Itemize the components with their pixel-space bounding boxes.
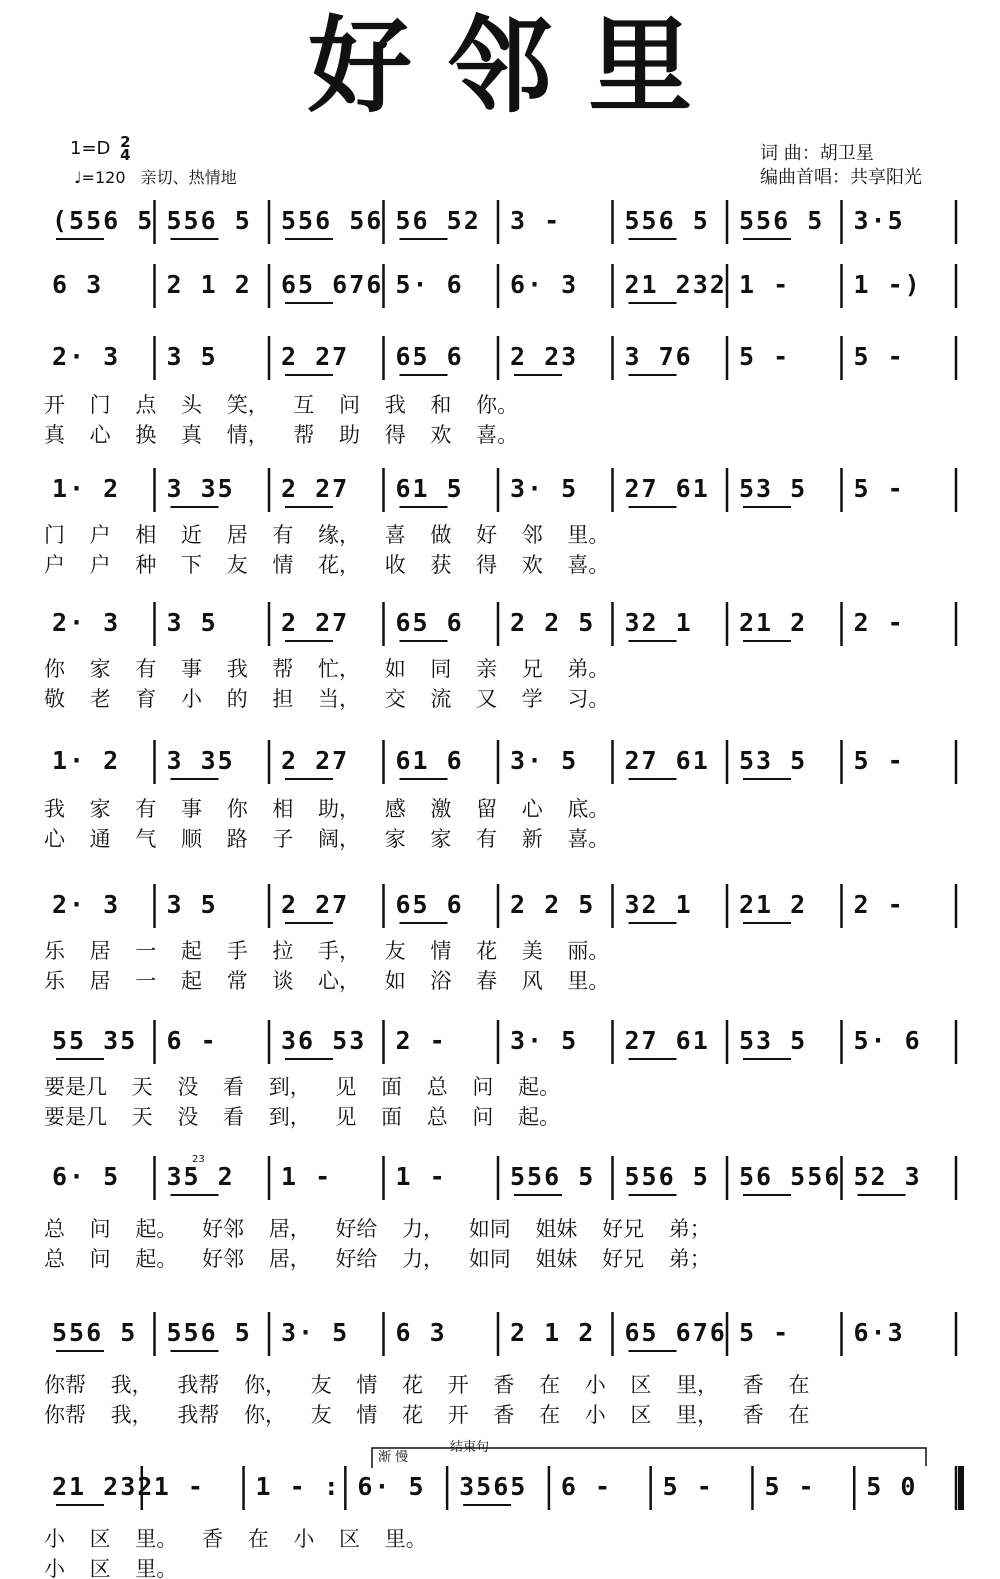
measure-notes: 53 5 [739, 474, 808, 503]
measure-notes: 3· 5 [510, 746, 579, 775]
measure-notes: 65 676 [624, 1318, 727, 1347]
tempo-mark: ♩=120 [74, 168, 126, 187]
measure-notes: 2 2 5 [510, 608, 596, 637]
rit-annotation: 渐 慢 [378, 1450, 409, 1465]
measure-notes: 3 5 [166, 342, 218, 371]
measure-notes: 3 5 [166, 890, 218, 919]
measure-notes: 32 1 [624, 608, 693, 637]
measure-notes: 3· 5 [510, 474, 579, 503]
lyric-line: 要是几 天 没 看 到， 见 面 总 问 起。 [44, 1105, 561, 1129]
lyric-line: 我 家 有 事 你 相 助， 感 激 留 心 底。 [44, 797, 610, 821]
measure-notes: 1· 2 [52, 474, 121, 503]
lyric-line: 你帮 我， 我帮 你， 友 情 花 开 香 在 小 区 里， 香 在 [44, 1373, 810, 1397]
credit-arranger-singer: 编曲首唱：共享阳光 [760, 167, 922, 188]
measure-notes: 1 -) [853, 270, 922, 299]
measure-notes: 2 1 2 [166, 270, 252, 299]
measure-notes: 2 27 [281, 890, 350, 919]
measure-notes: 65 6 [395, 342, 464, 371]
measure-notes: 556 5 [624, 206, 710, 235]
measure-notes: 2 27 [281, 474, 350, 503]
measure-notes: 36 53 [281, 1026, 367, 1055]
lyric-line: 乐 居 一 起 常 谈 心， 如 浴 春 风 里。 [44, 969, 610, 993]
measure-notes: 5 - [853, 474, 905, 503]
lyric-line: 乐 居 一 起 手 拉 手， 友 情 花 美 丽。 [44, 939, 610, 963]
measure-notes: 5 - [739, 342, 791, 371]
credit-lyrics-composer: 词 曲：胡卫星 [760, 143, 874, 164]
measure-notes: 556 56 [281, 206, 384, 235]
measure-notes: 65 6 [395, 608, 464, 637]
measure-notes: 21 2 [739, 890, 808, 919]
measure-notes: 5· 6 [395, 270, 464, 299]
measure-notes: 556 5 [166, 1318, 252, 1347]
measure-notes: 2 2 5 [510, 890, 596, 919]
measure-notes: 2 27 [281, 608, 350, 637]
measure-notes: 21 232 [52, 1472, 155, 1501]
measure-notes: 556 5 [739, 206, 825, 235]
measure-notes: 3 35 [166, 746, 235, 775]
measure-notes: 6 - [166, 1026, 218, 1055]
time-signature-bottom: 4 [120, 146, 131, 164]
measure-notes: 61 6 [395, 746, 464, 775]
ending-annotation: 结束句 [450, 1440, 490, 1455]
measure-notes: 6· 3 [510, 270, 579, 299]
measure-notes: 2 27 [281, 342, 350, 371]
measure-notes: 556 5 [624, 1162, 710, 1191]
measure-notes: 65 676 [281, 270, 384, 299]
measure-notes: 6 3 [52, 270, 104, 299]
measure-notes: 1 - : [255, 1472, 341, 1501]
measure-notes: (556 5 [52, 206, 155, 235]
measure-notes: 65 6 [395, 890, 464, 919]
measure-notes: 556 5 [52, 1318, 138, 1347]
measure-notes: 5 - [853, 746, 905, 775]
song-title: 好 邻 里 [307, 5, 693, 127]
measure-notes: 3 5 [166, 608, 218, 637]
key-signature: 1=D [70, 138, 111, 159]
measure-notes: 56 556 [739, 1162, 842, 1191]
measure-notes: 1 - [395, 1162, 447, 1191]
lyric-line: 敬 老 育 小 的 担 当， 交 流 又 学 习。 [44, 687, 610, 711]
measure-notes: 3 - [510, 206, 562, 235]
measure-notes: 6 3 [395, 1318, 447, 1347]
measure-notes: 5· 6 [853, 1026, 922, 1055]
measure-notes: 2 - [853, 890, 905, 919]
measure-notes: 53 5 [739, 746, 808, 775]
measure-notes: 27 61 [624, 474, 710, 503]
measure-notes: 35 2 [166, 1162, 235, 1191]
lyric-line: 真 心 换 真 情， 帮 助 得 欢 喜。 [44, 423, 519, 447]
measure-notes: 1 - [281, 1162, 333, 1191]
expression-mark: 亲切、热情地 [140, 168, 237, 187]
measure-notes: 5 - [662, 1472, 714, 1501]
measure-notes: 5 0 [866, 1472, 918, 1501]
lyric-line: 总 问 起。 好邻 居， 好给 力， 如同 姐妹 好兄 弟； [44, 1217, 711, 1241]
measure-notes: 5 - [764, 1472, 816, 1501]
final-barline [958, 1466, 964, 1510]
ending-bracket [372, 1448, 926, 1468]
measure-notes: 53 5 [739, 1026, 808, 1055]
measure-notes: 2· 3 [52, 342, 121, 371]
measure-notes: 2 23 [510, 342, 579, 371]
measure-notes: 5 - [853, 342, 905, 371]
measure-notes: 3 76 [624, 342, 693, 371]
lyric-line: 门 户 相 近 居 有 缘， 喜 做 好 邻 里。 [44, 523, 610, 547]
measure-notes: 61 5 [395, 474, 464, 503]
measure-notes: 2· 3 [52, 890, 121, 919]
measure-notes: 3565 [459, 1472, 528, 1501]
measure-notes: 32 1 [624, 890, 693, 919]
measure-notes: 2 - [853, 608, 905, 637]
measure-notes: 2· 3 [52, 608, 121, 637]
measure-notes: 21 2 [739, 608, 808, 637]
measure-notes: 6· 5 [357, 1472, 426, 1501]
lyric-line: 你帮 我， 我帮 你， 友 情 花 开 香 在 小 区 里， 香 在 [44, 1403, 810, 1427]
measure-notes: 27 61 [624, 746, 710, 775]
lyric-line: 要是几 天 没 看 到， 见 面 总 问 起。 [44, 1075, 561, 1099]
measure-notes: 5 - [739, 1318, 791, 1347]
measure-notes: 2 - [395, 1026, 447, 1055]
measure-notes: 6· 5 [52, 1162, 121, 1191]
lyric-line: 开 门 点 头 笑， 互 问 我 和 你。 [44, 393, 519, 417]
measure-notes: 6 - [560, 1472, 613, 1501]
lyric-line: 心 通 气 顺 路 子 阔， 家 家 有 新 喜。 [44, 827, 610, 851]
measure-notes: 6·3 [853, 1318, 905, 1347]
lyric-line: 总 问 起。 好邻 居， 好给 力， 如同 姐妹 好兄 弟； [44, 1247, 711, 1271]
measure-notes: 1 - [153, 1472, 205, 1501]
lyric-line: 你 家 有 事 我 帮 忙， 如 同 亲 兄 弟。 [44, 657, 610, 681]
measure-notes: 3·5 [853, 206, 905, 235]
measure-notes: 2 1 2 [510, 1318, 596, 1347]
measure-notes: 27 61 [624, 1026, 710, 1055]
measure-notes: 3 35 [166, 474, 235, 503]
measure-notes: 556 5 [166, 206, 252, 235]
measure-notes: 1· 2 [52, 746, 121, 775]
lyric-line: 小 区 里。 香 在 小 区 里。 [44, 1527, 427, 1551]
lyric-line: 户 户 种 下 友 情 花， 收 获 得 欢 喜。 [44, 553, 610, 577]
measure-notes: 21 232 [624, 270, 727, 299]
measure-notes: 3· 5 [510, 1026, 579, 1055]
measure-notes: 55 35 [52, 1026, 138, 1055]
measure-notes: 56 52 [395, 206, 481, 235]
time-signature-top: 2 [120, 133, 131, 151]
measure-notes: 3· 5 [281, 1318, 350, 1347]
measure-notes: 556 5 [510, 1162, 596, 1191]
measure-notes: 2 27 [281, 746, 350, 775]
grace-note: 23 [192, 1154, 205, 1165]
lyric-line: 小 区 里。 [44, 1557, 178, 1579]
measure-notes: 1 - [739, 270, 791, 299]
measure-notes: 52 3 [853, 1162, 922, 1191]
